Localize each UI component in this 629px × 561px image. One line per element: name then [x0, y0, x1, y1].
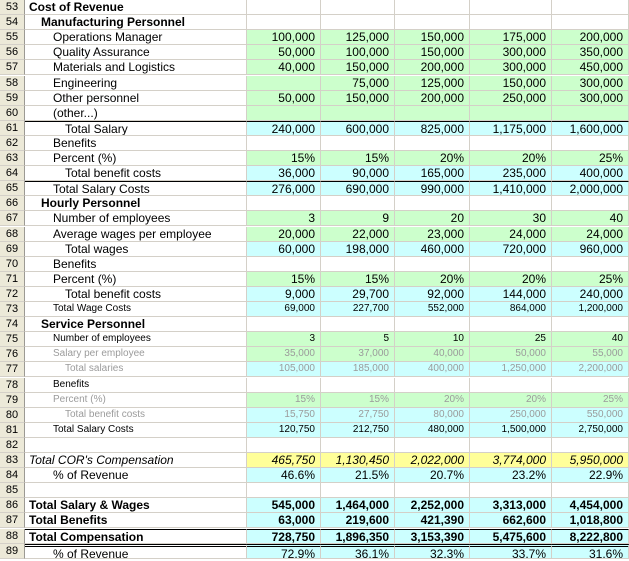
row-label-cell[interactable]: Cost of Revenue	[25, 0, 247, 15]
sheet-row	[0, 408, 629, 423]
value-cell[interactable]: 2,200,000	[552, 362, 629, 377]
row-label-cell[interactable]: Percent (%)	[25, 272, 247, 287]
row-header[interactable]: 70	[0, 257, 25, 272]
value-cell[interactable]: 21.5%	[321, 468, 395, 483]
sheet-row	[0, 529, 629, 544]
value-cell[interactable]	[552, 0, 629, 15]
row-label-cell[interactable]: Average wages per employee	[25, 227, 247, 242]
row-header[interactable]: 89	[0, 544, 25, 559]
sheet-row	[0, 332, 629, 347]
value-cell[interactable]	[395, 136, 470, 151]
value-cell[interactable]	[247, 76, 321, 91]
value-cell[interactable]: 1,175,000	[470, 121, 552, 136]
value-cell[interactable]: 1,018,800	[552, 513, 629, 528]
row-header[interactable]: 72	[0, 287, 25, 302]
value-cell[interactable]	[395, 317, 470, 332]
value-cell[interactable]: 40,000	[395, 347, 470, 362]
value-cell[interactable]: 235,000	[470, 166, 552, 181]
sheet-row	[0, 393, 629, 408]
value-cell[interactable]: 20	[395, 211, 470, 226]
row-header[interactable]: 60	[0, 106, 25, 121]
row-label-cell[interactable]: Total salaries	[25, 362, 247, 377]
value-cell[interactable]: 15%	[247, 151, 321, 166]
value-cell[interactable]: 29,700	[321, 287, 395, 302]
value-cell[interactable]: 90,000	[321, 166, 395, 181]
value-cell[interactable]	[552, 257, 629, 272]
value-cell[interactable]: 1,464,000	[321, 498, 395, 513]
sheet-row	[0, 513, 629, 528]
row-header[interactable]: 55	[0, 30, 25, 45]
row-header[interactable]: 66	[0, 196, 25, 211]
row-label-cell[interactable]: Total Benefits	[25, 513, 247, 528]
row-label-cell[interactable]: Total Salary & Wages	[25, 498, 247, 513]
row-label-cell[interactable]: Benefits	[25, 257, 247, 272]
value-cell[interactable]: 480,000	[395, 423, 470, 438]
value-cell[interactable]: 2,750,000	[552, 423, 629, 438]
value-cell[interactable]: 25	[470, 332, 552, 347]
value-cell[interactable]: 100,000	[321, 45, 395, 60]
value-cell[interactable]: 23,000	[395, 227, 470, 242]
row-header[interactable]: 81	[0, 423, 25, 438]
row-header[interactable]: 62	[0, 136, 25, 151]
value-cell[interactable]: 75,000	[321, 76, 395, 91]
value-cell[interactable]: 150,000	[321, 60, 395, 75]
value-cell[interactable]: 552,000	[395, 302, 470, 317]
row-label-cell[interactable]: Total Salary Costs	[25, 181, 247, 196]
row-header[interactable]: 68	[0, 227, 25, 242]
sheet-row	[0, 227, 629, 242]
value-cell[interactable]	[321, 196, 395, 211]
row-label-cell[interactable]: Total wages	[25, 242, 247, 257]
row-header[interactable]: 74	[0, 317, 25, 332]
value-cell[interactable]: 200,000	[552, 30, 629, 45]
row-header[interactable]: 87	[0, 513, 25, 528]
value-cell[interactable]: 300,000	[470, 45, 552, 60]
value-cell[interactable]: 60,000	[247, 242, 321, 257]
value-cell[interactable]	[470, 438, 552, 453]
value-cell[interactable]: 40,000	[247, 60, 321, 75]
value-cell[interactable]	[247, 136, 321, 151]
value-cell[interactable]: 350,000	[552, 45, 629, 60]
row-label-cell[interactable]: Percent (%)	[25, 151, 247, 166]
value-cell[interactable]: 300,000	[552, 76, 629, 91]
value-cell[interactable]	[321, 136, 395, 151]
value-cell[interactable]	[321, 0, 395, 15]
value-cell[interactable]: 1,410,000	[470, 181, 552, 196]
value-cell[interactable]: 825,000	[395, 121, 470, 136]
value-cell[interactable]: 2,252,000	[395, 498, 470, 513]
value-cell[interactable]: 1,896,350	[321, 529, 395, 544]
value-cell[interactable]: 690,000	[321, 181, 395, 196]
sheet-row	[0, 45, 629, 60]
value-cell[interactable]: 24,000	[470, 227, 552, 242]
value-cell[interactable]: 5,950,000	[552, 453, 629, 468]
row-label-cell[interactable]: Total benefit costs	[25, 166, 247, 181]
value-cell[interactable]	[247, 257, 321, 272]
value-cell[interactable]	[321, 257, 395, 272]
value-cell[interactable]: 40	[552, 332, 629, 347]
row-header[interactable]: 54	[0, 15, 25, 30]
value-cell[interactable]: 20%	[395, 272, 470, 287]
value-cell[interactable]: 720,000	[470, 242, 552, 257]
value-cell[interactable]: 960,000	[552, 242, 629, 257]
value-cell[interactable]: 10	[395, 332, 470, 347]
row-header[interactable]: 53	[0, 0, 25, 15]
sheet-row	[0, 257, 629, 272]
value-cell[interactable]: 200,000	[395, 60, 470, 75]
value-cell[interactable]	[395, 0, 470, 15]
row-header[interactable]: 79	[0, 393, 25, 408]
row-label-cell[interactable]: Benefits	[25, 136, 247, 151]
value-cell[interactable]: 25%	[552, 272, 629, 287]
sheet-row	[0, 483, 629, 498]
value-cell[interactable]: 3,774,000	[470, 453, 552, 468]
value-cell[interactable]: 80,000	[395, 408, 470, 423]
value-cell[interactable]: 15%	[247, 393, 321, 408]
value-cell[interactable]: 300,000	[552, 91, 629, 106]
value-cell[interactable]: 55,000	[552, 347, 629, 362]
value-cell[interactable]	[552, 196, 629, 211]
value-cell[interactable]: 63,000	[247, 513, 321, 528]
value-cell[interactable]: 450,000	[552, 60, 629, 75]
value-cell[interactable]: 36.1%	[321, 544, 395, 559]
value-cell[interactable]: 219,600	[321, 513, 395, 528]
row-header[interactable]: 58	[0, 76, 25, 91]
row-header[interactable]: 77	[0, 362, 25, 377]
row-label-cell[interactable]: Total Salary	[25, 121, 247, 136]
value-cell[interactable]: 105,000	[247, 362, 321, 377]
row-header[interactable]: 85	[0, 483, 25, 498]
value-cell[interactable]: 728,750	[247, 529, 321, 544]
row-label-cell[interactable]: Total Compensation	[25, 529, 247, 544]
row-label-cell[interactable]: Number of employees	[25, 332, 247, 347]
value-cell[interactable]: 20%	[470, 151, 552, 166]
row-label-cell[interactable]	[25, 438, 247, 453]
value-cell[interactable]: 1,600,000	[552, 121, 629, 136]
row-label-cell[interactable]: Salary per employee	[25, 347, 247, 362]
value-cell[interactable]: 3	[247, 332, 321, 347]
value-cell[interactable]: 30	[470, 211, 552, 226]
value-cell[interactable]: 8,222,800	[552, 529, 629, 544]
value-cell[interactable]: 100,000	[247, 30, 321, 45]
value-cell[interactable]	[247, 378, 321, 393]
row-header[interactable]: 57	[0, 60, 25, 75]
value-cell[interactable]: 465,750	[247, 453, 321, 468]
value-cell[interactable]: 33.7%	[470, 544, 552, 559]
value-cell[interactable]: 9,000	[247, 287, 321, 302]
value-cell[interactable]: 22.9%	[552, 468, 629, 483]
value-cell[interactable]: 15,750	[247, 408, 321, 423]
row-label-cell[interactable]: Materials and Logistics	[25, 60, 247, 75]
value-cell[interactable]: 46.6%	[247, 468, 321, 483]
value-cell[interactable]: 32.3%	[395, 544, 470, 559]
value-cell[interactable]: 22,000	[321, 227, 395, 242]
value-cell[interactable]: 69,000	[247, 302, 321, 317]
value-cell[interactable]: 150,000	[395, 30, 470, 45]
value-cell[interactable]: 20%	[395, 151, 470, 166]
row-header[interactable]: 78	[0, 378, 25, 393]
sheet-row	[0, 347, 629, 362]
value-cell[interactable]	[552, 317, 629, 332]
row-header[interactable]: 65	[0, 181, 25, 196]
row-header[interactable]: 59	[0, 91, 25, 106]
value-cell[interactable]: 2,022,000	[395, 453, 470, 468]
value-cell[interactable]	[470, 317, 552, 332]
row-label-cell[interactable]: Percent (%)	[25, 393, 247, 408]
value-cell[interactable]: 165,000	[395, 166, 470, 181]
value-cell[interactable]: 72.9%	[247, 544, 321, 559]
value-cell[interactable]: 20%	[470, 393, 552, 408]
sheet-row	[0, 362, 629, 377]
value-cell[interactable]: 300,000	[470, 60, 552, 75]
value-cell[interactable]: 1,250,000	[470, 362, 552, 377]
value-cell[interactable]: 20.7%	[395, 468, 470, 483]
row-label-cell[interactable]: Total benefit costs	[25, 287, 247, 302]
value-cell[interactable]: 864,000	[470, 302, 552, 317]
row-label-cell[interactable]: Operations Manager	[25, 30, 247, 45]
value-cell[interactable]: 662,600	[470, 513, 552, 528]
value-cell[interactable]: 990,000	[395, 181, 470, 196]
value-cell[interactable]: 198,000	[321, 242, 395, 257]
value-cell[interactable]: 20,000	[247, 227, 321, 242]
row-header[interactable]: 86	[0, 498, 25, 513]
sheet-row	[0, 15, 629, 30]
value-cell[interactable]: 276,000	[247, 181, 321, 196]
value-cell[interactable]	[321, 483, 395, 498]
value-cell[interactable]: 15%	[321, 393, 395, 408]
row-label-cell[interactable]: % of Revenue	[25, 468, 247, 483]
value-cell[interactable]: 120,750	[247, 423, 321, 438]
row-label-cell[interactable]: Total COR's Compensation	[25, 453, 247, 468]
row-header[interactable]: 71	[0, 272, 25, 287]
sheet-row	[0, 211, 629, 226]
value-cell[interactable]	[552, 106, 629, 121]
value-cell[interactable]: 20%	[470, 272, 552, 287]
value-cell[interactable]	[247, 0, 321, 15]
value-cell[interactable]	[247, 15, 321, 30]
row-header[interactable]: 56	[0, 45, 25, 60]
row-label-cell[interactable]: Engineering	[25, 76, 247, 91]
value-cell[interactable]	[247, 196, 321, 211]
row-label-cell[interactable]: Hourly Personnel	[25, 196, 247, 211]
value-cell[interactable]: 25%	[552, 151, 629, 166]
row-header[interactable]: 82	[0, 438, 25, 453]
sheet-row	[0, 468, 629, 483]
value-cell[interactable]	[321, 378, 395, 393]
value-cell[interactable]: 9	[321, 211, 395, 226]
value-cell[interactable]: 1,200,000	[552, 302, 629, 317]
row-label-cell[interactable]: Total Salary Costs	[25, 423, 247, 438]
value-cell[interactable]: 150,000	[470, 76, 552, 91]
value-cell[interactable]: 600,000	[321, 121, 395, 136]
value-cell[interactable]: 227,700	[321, 302, 395, 317]
row-label-cell[interactable]: Number of employees	[25, 211, 247, 226]
value-cell[interactable]	[552, 483, 629, 498]
sheet-row	[0, 0, 629, 15]
value-cell[interactable]: 550,000	[552, 408, 629, 423]
value-cell[interactable]	[470, 15, 552, 30]
value-cell[interactable]: 40	[552, 211, 629, 226]
value-cell[interactable]: 400,000	[395, 362, 470, 377]
value-cell[interactable]: 4,454,000	[552, 498, 629, 513]
value-cell[interactable]: 150,000	[395, 45, 470, 60]
value-cell[interactable]	[470, 0, 552, 15]
sheet-row	[0, 453, 629, 468]
sheet-row	[0, 166, 629, 181]
sheet-row	[0, 272, 629, 287]
value-cell[interactable]: 50,000	[247, 91, 321, 106]
value-cell[interactable]: 175,000	[470, 30, 552, 45]
value-cell[interactable]: 35,000	[247, 347, 321, 362]
sheet-row	[0, 30, 629, 45]
value-cell[interactable]	[552, 15, 629, 30]
row-header[interactable]: 73	[0, 302, 25, 317]
value-cell[interactable]: 5,475,600	[470, 529, 552, 544]
row-label-cell[interactable]	[25, 483, 247, 498]
value-cell[interactable]: 545,000	[247, 498, 321, 513]
row-label-cell[interactable]: Quality Assurance	[25, 45, 247, 60]
value-cell[interactable]	[321, 15, 395, 30]
value-cell[interactable]	[395, 106, 470, 121]
value-cell[interactable]	[552, 438, 629, 453]
row-label-cell[interactable]: Manufacturing Personnel	[25, 15, 247, 30]
row-header[interactable]: 84	[0, 468, 25, 483]
sheet-row	[0, 91, 629, 106]
value-cell[interactable]: 250,000	[470, 408, 552, 423]
value-cell[interactable]	[247, 483, 321, 498]
row-header[interactable]: 76	[0, 347, 25, 362]
value-cell[interactable]: 250,000	[470, 91, 552, 106]
value-cell[interactable]	[395, 257, 470, 272]
row-label-cell[interactable]: Total benefit costs	[25, 408, 247, 423]
row-header[interactable]: 88	[0, 529, 25, 544]
value-cell[interactable]	[395, 438, 470, 453]
sheet-row	[0, 242, 629, 257]
value-cell[interactable]: 144,000	[470, 287, 552, 302]
value-cell[interactable]	[395, 483, 470, 498]
row-header[interactable]: 63	[0, 151, 25, 166]
value-cell[interactable]	[321, 317, 395, 332]
row-header[interactable]: 69	[0, 242, 25, 257]
row-header[interactable]: 61	[0, 121, 25, 136]
value-cell[interactable]	[321, 438, 395, 453]
sheet-row	[0, 378, 629, 393]
value-cell[interactable]	[470, 378, 552, 393]
value-cell[interactable]: 3	[247, 211, 321, 226]
sheet-row	[0, 106, 629, 121]
value-cell[interactable]: 37,000	[321, 347, 395, 362]
value-cell[interactable]: 150,000	[321, 91, 395, 106]
sheet-row	[0, 544, 629, 559]
value-cell[interactable]	[395, 196, 470, 211]
value-cell[interactable]: 1,130,450	[321, 453, 395, 468]
value-cell[interactable]: 125,000	[321, 30, 395, 45]
value-cell[interactable]: 240,000	[552, 287, 629, 302]
sheet-row	[0, 302, 629, 317]
value-cell[interactable]: 50,000	[470, 347, 552, 362]
value-cell[interactable]	[321, 106, 395, 121]
value-cell[interactable]: 36,000	[247, 166, 321, 181]
value-cell[interactable]: 1,500,000	[470, 423, 552, 438]
value-cell[interactable]: 24,000	[552, 227, 629, 242]
value-cell[interactable]	[552, 378, 629, 393]
value-cell[interactable]: 92,000	[395, 287, 470, 302]
value-cell[interactable]: 15%	[321, 151, 395, 166]
value-cell[interactable]	[470, 257, 552, 272]
sheet-row	[0, 196, 629, 211]
value-cell[interactable]: 240,000	[247, 121, 321, 136]
row-label-cell[interactable]: Service Personnel	[25, 317, 247, 332]
value-cell[interactable]: 50,000	[247, 45, 321, 60]
row-header[interactable]: 83	[0, 453, 25, 468]
sheet-row	[0, 498, 629, 513]
row-label-cell[interactable]: Benefits	[25, 378, 247, 393]
value-cell[interactable]	[470, 196, 552, 211]
value-cell[interactable]: 421,390	[395, 513, 470, 528]
value-cell[interactable]	[247, 317, 321, 332]
value-cell[interactable]: 5	[321, 332, 395, 347]
row-header[interactable]: 75	[0, 332, 25, 347]
sheet-row	[0, 136, 629, 151]
sheet-row	[0, 423, 629, 438]
value-cell[interactable]	[470, 136, 552, 151]
value-cell[interactable]: 3,313,000	[470, 498, 552, 513]
value-cell[interactable]: 125,000	[395, 76, 470, 91]
row-label-cell[interactable]: Total Wage Costs	[25, 302, 247, 317]
value-cell[interactable]: 27,750	[321, 408, 395, 423]
sheet-row	[0, 76, 629, 91]
sheet-row	[0, 287, 629, 302]
value-cell[interactable]: 15%	[321, 272, 395, 287]
row-header[interactable]: 67	[0, 211, 25, 226]
value-cell[interactable]	[395, 378, 470, 393]
row-label-cell[interactable]: Other personnel	[25, 91, 247, 106]
value-cell[interactable]: 212,750	[321, 423, 395, 438]
sheet-row	[0, 60, 629, 75]
value-cell[interactable]	[247, 106, 321, 121]
sheet-row	[0, 181, 629, 196]
value-cell[interactable]: 200,000	[395, 91, 470, 106]
value-cell[interactable]: 460,000	[395, 242, 470, 257]
value-cell[interactable]: 3,153,390	[395, 529, 470, 544]
value-cell[interactable]: 20%	[395, 393, 470, 408]
sheet-row	[0, 121, 629, 136]
row-label-cell[interactable]: % of Revenue	[25, 544, 247, 559]
sheet-row	[0, 317, 629, 332]
row-header[interactable]: 64	[0, 166, 25, 181]
value-cell[interactable]: 185,000	[321, 362, 395, 377]
row-label-cell[interactable]: (other...)	[25, 106, 247, 121]
value-cell[interactable]	[247, 438, 321, 453]
value-cell[interactable]: 2,000,000	[552, 181, 629, 196]
value-cell[interactable]: 31.6%	[552, 544, 629, 559]
value-cell[interactable]	[470, 483, 552, 498]
sheet-row	[0, 151, 629, 166]
value-cell[interactable]	[470, 106, 552, 121]
value-cell[interactable]: 23.2%	[470, 468, 552, 483]
value-cell[interactable]	[552, 136, 629, 151]
value-cell[interactable]: 15%	[247, 272, 321, 287]
row-header[interactable]: 80	[0, 408, 25, 423]
value-cell[interactable]: 400,000	[552, 166, 629, 181]
sheet-row	[0, 438, 629, 453]
value-cell[interactable]: 25%	[552, 393, 629, 408]
value-cell[interactable]	[395, 15, 470, 30]
